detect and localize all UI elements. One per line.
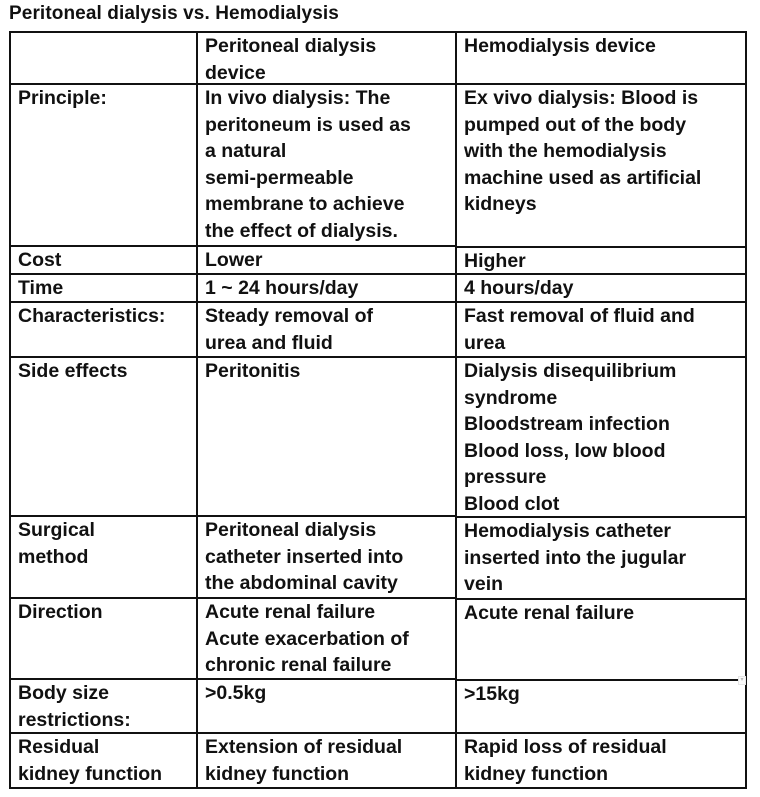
cell-text-line: kidneys (464, 193, 537, 215)
cell-surgical-method-hemo (455, 516, 747, 600)
cell-residual-kidney-function-peritoneal (196, 732, 457, 789)
cell-text-line: Ex vivo dialysis: Blood is (464, 87, 699, 109)
cell-text-line: Acute renal failure (205, 601, 376, 623)
cell-text-line: Bloodstream infection (464, 413, 670, 435)
cell-header-label (9, 31, 198, 85)
cell-text-line: Higher (464, 250, 526, 272)
cell-text-line: >0.5kg (205, 682, 267, 704)
cell-text-line: pressure (464, 466, 547, 488)
cell-characteristics-hemo (455, 301, 747, 358)
cell-text-line: Acute renal failure (464, 602, 635, 624)
cell-surgical-method-label (9, 515, 198, 599)
cell-text-line: kidney function (205, 762, 350, 785)
cell-body-size-hemo (455, 679, 747, 734)
cell-text-line: 4 hours/day (464, 277, 574, 299)
cell-text-line: Cost (18, 249, 62, 271)
cell-side-effects-hemo (455, 356, 747, 518)
cell-text-line: Side effects (18, 360, 128, 382)
cell-text-line: Characteristics: (18, 305, 166, 327)
cell-text-line: the abdominal cavity (205, 572, 398, 594)
comparison-table (9, 31, 747, 787)
cell-text-line: peritoneum is used as (205, 113, 411, 136)
cell-text-line: Blood clot (464, 492, 560, 515)
cell-direction-hemo (455, 598, 747, 681)
cell-text-line: syndrome (464, 386, 558, 409)
cell-text-line: inserted into the jugular (464, 546, 687, 569)
cell-text-line: Rapid loss of residual (464, 736, 667, 758)
cell-cost-label (9, 245, 198, 275)
cell-principle-label (9, 83, 198, 247)
cell-text-line: Residual (18, 736, 100, 758)
cell-text-line: Surgical (18, 519, 95, 541)
cell-text-line: catheter inserted into (205, 545, 404, 568)
cell-time-label (9, 273, 198, 303)
cell-header-hemo (455, 31, 747, 85)
cell-text-line: vein (464, 573, 504, 595)
cell-text-line: chronic renal failure (205, 654, 392, 676)
cell-cost-peritoneal (196, 245, 457, 275)
cell-characteristics-label (9, 301, 198, 358)
cell-text-line: machine used as artificial (464, 166, 702, 189)
cell-time-peritoneal (196, 273, 457, 303)
cell-text-line: Steady removal of (205, 305, 373, 327)
cell-text-line: method (18, 545, 89, 568)
cell-text-line: Blood loss, low blood (464, 439, 666, 462)
cell-text-line: Direction (18, 601, 103, 623)
cell-text-line: restrictions: (18, 708, 131, 731)
cell-body-size-label (9, 678, 198, 734)
cell-text-line: urea (464, 331, 506, 354)
cell-text-line: Dialysis disequilibrium (464, 360, 677, 382)
cell-text-line: pumped out of the body (464, 113, 687, 136)
cell-text-line: membrane to achieve (205, 193, 405, 215)
cell-time-hemo (455, 273, 747, 303)
cell-side-effects-peritoneal (196, 356, 457, 517)
cell-text-line: Peritonitis (205, 360, 301, 382)
cell-direction-label (9, 597, 198, 680)
cell-text-line: Fast removal of fluid and (464, 305, 695, 327)
cell-side-effects-label (9, 356, 198, 517)
cell-text-line: the effect of dialysis. (205, 219, 398, 242)
cell-text-line: Hemodialysis catheter (464, 520, 672, 542)
cell-text-line: 1 ~ 24 hours/day (205, 277, 359, 299)
cell-text-line: with the hemodialysis (464, 140, 667, 162)
cell-text-line: a natural (205, 140, 287, 162)
dropdown-handle-icon[interactable]: ▾ (738, 676, 746, 685)
cell-text-line: Lower (205, 249, 263, 271)
cell-direction-peritoneal (196, 597, 457, 680)
cell-text-line: >15kg (464, 683, 520, 705)
cell-text-line: In vivo dialysis: The (205, 87, 391, 109)
cell-text-line: Time (18, 277, 64, 299)
cell-body-size-peritoneal (196, 678, 457, 734)
cell-text-line: semi-permeable (205, 166, 354, 189)
cell-text-line: Hemodialysis device (464, 35, 656, 57)
cell-text-line: kidney function (18, 762, 163, 785)
cell-surgical-method-peritoneal (196, 515, 457, 599)
cell-text-line: Body size (18, 682, 110, 704)
cell-residual-kidney-function-label (9, 732, 198, 789)
cell-characteristics-peritoneal (196, 301, 457, 358)
cell-residual-kidney-function-hemo (455, 732, 747, 789)
cell-text-line: urea and fluid (205, 331, 333, 354)
cell-cost-hemo (455, 246, 747, 275)
cell-principle-hemo (455, 83, 747, 248)
cell-text-line: Peritoneal dialysis (205, 35, 377, 57)
document-title: Peritoneal dialysis vs. Hemodialysis (9, 3, 339, 24)
cell-principle-peritoneal (196, 83, 457, 247)
cell-text-line: Extension of residual (205, 736, 403, 758)
cell-text-line: Principle: (18, 87, 107, 109)
cell-text-line: Peritoneal dialysis (205, 519, 377, 541)
cell-text-line: Acute exacerbation of (205, 627, 409, 650)
cell-text-line: device (205, 61, 266, 84)
cell-header-peritoneal (196, 31, 457, 85)
cell-text-line: kidney function (464, 762, 609, 785)
